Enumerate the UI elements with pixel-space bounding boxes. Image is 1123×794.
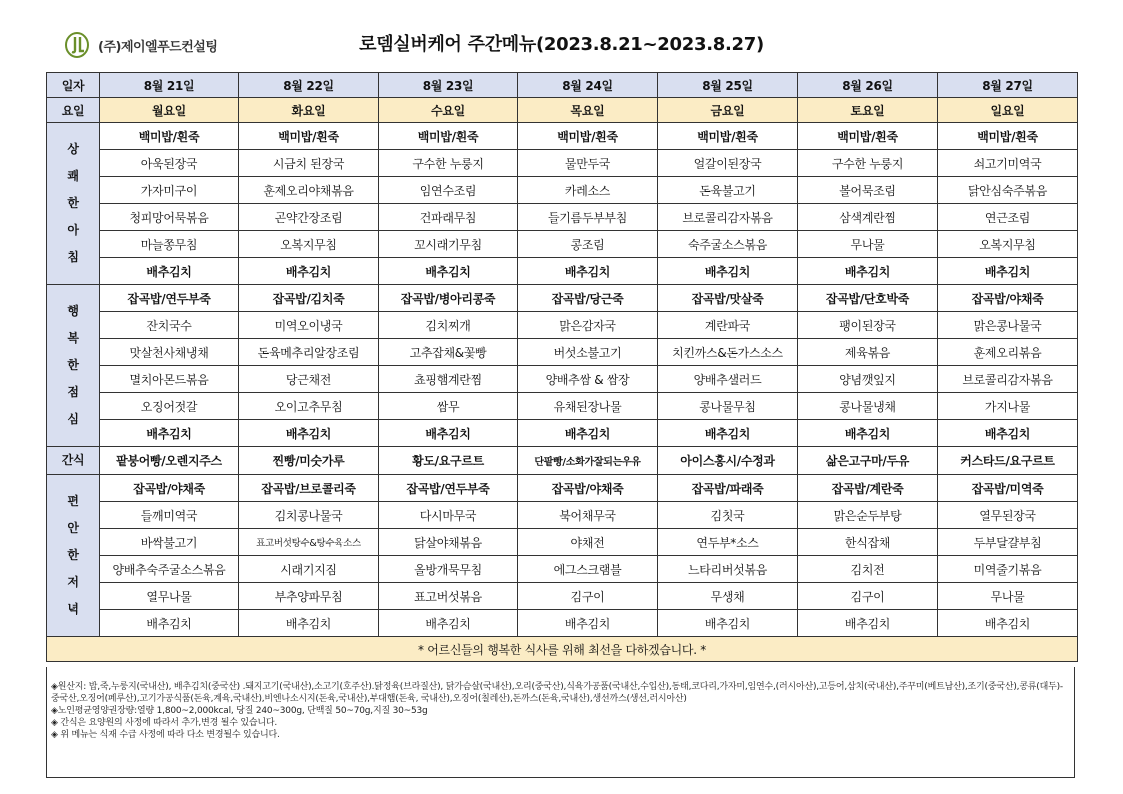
breakfast-menu-item: 꼬시래기무침 — [379, 231, 518, 258]
breakfast-menu-item: 배추김치 — [798, 258, 938, 285]
lunch-menu-item: 배추김치 — [938, 420, 1078, 447]
dinner-menu-item: 표고버섯볶음 — [379, 583, 518, 610]
dinner-menu-item: 잡곡밥/미역죽 — [938, 475, 1078, 502]
dinner-menu-item: 잡곡밥/파래죽 — [658, 475, 798, 502]
snack-item: 아이스홍시/수정과 — [658, 447, 798, 475]
dinner-menu-item: 다시마무국 — [379, 502, 518, 529]
weekly-menu-table — [46, 72, 1078, 662]
lunch-menu-item: 팽이된장국 — [798, 312, 938, 339]
lunch-menu-item: 잡곡밥/연두부죽 — [100, 285, 239, 312]
lunch-menu-item: 계란파국 — [658, 312, 798, 339]
date-cell: 8월 21일 — [100, 73, 239, 98]
breakfast-menu-item: 돈육불고기 — [658, 177, 798, 204]
breakfast-menu-item: 무나물 — [798, 231, 938, 258]
breakfast-menu-item: 닭안심숙주볶음 — [938, 177, 1078, 204]
dinner-menu-item: 올방개묵무침 — [379, 556, 518, 583]
dinner-menu-item: 맑은순두부탕 — [798, 502, 938, 529]
breakfast-menu-item: 배추김치 — [239, 258, 379, 285]
dinner-menu-item: 김구이 — [798, 583, 938, 610]
breakfast-menu-item: 구수한 누룽지 — [379, 150, 518, 177]
dinner-menu-item: 배추김치 — [518, 610, 658, 637]
lunch-menu-item: 잔치국수 — [100, 312, 239, 339]
lunch-menu-item: 오이고추무침 — [239, 393, 379, 420]
breakfast-menu-item: 훈제오리야채볶음 — [239, 177, 379, 204]
breakfast-menu-item: 브로콜리감자볶음 — [658, 204, 798, 231]
breakfast-menu-item: 백미밥/흰죽 — [379, 123, 518, 150]
lunch-menu-item: 배추김치 — [239, 420, 379, 447]
breakfast-menu-item: 배추김치 — [100, 258, 239, 285]
breakfast-menu-item: 가자미구이 — [100, 177, 239, 204]
dinner-menu-item: 김칫국 — [658, 502, 798, 529]
breakfast-menu-item: 곤약간장조림 — [239, 204, 379, 231]
breakfast-menu-item: 삼색계란찜 — [798, 204, 938, 231]
dinner-menu-item: 시래기지짐 — [239, 556, 379, 583]
lunch-menu-item: 잡곡밥/야채죽 — [938, 285, 1078, 312]
lunch-label-text: 행 복 한 점 심 — [67, 304, 79, 426]
date-cell: 8월 26일 — [798, 73, 938, 98]
dinner-menu-item: 배추김치 — [379, 610, 518, 637]
dinner-menu-item: 배추김치 — [798, 610, 938, 637]
dinner-menu-item: 김치전 — [798, 556, 938, 583]
lunch-menu-item: 양배추쌈 & 쌈장 — [518, 366, 658, 393]
footer-notes — [46, 667, 1075, 778]
date-cell: 8월 25일 — [658, 73, 798, 98]
dinner-menu-item: 김치콩나물국 — [239, 502, 379, 529]
snack-label: 간식 — [47, 447, 100, 475]
dinner-menu-item: 열무된장국 — [938, 502, 1078, 529]
lunch-menu-item: 오징어젓갈 — [100, 393, 239, 420]
breakfast-menu-item: 백미밥/흰죽 — [798, 123, 938, 150]
breakfast-menu-item: 건파래무침 — [379, 204, 518, 231]
breakfast-menu-item: 배추김치 — [658, 258, 798, 285]
breakfast-menu-item: 마늘쫑무침 — [100, 231, 239, 258]
footer-line: ◈원산지: 밥,죽,누룽지(국내산), 배추김치(중국산) .돼지고기(국내산),소고기(호주산).닭정육(브라질산), 닭가슴살(국내산),오리(중국산),식육가공품(국내산,수입산),동태,코다리,가자미,임연수,(러시아산),고등어,삼치(국내산),주꾸미(베트남산),조기(중국산),콩류(대두)-중국산,오징어(페루산),고기가공식품(돈육,계육,국내산),비엔나소시지(돈육,국내산),부대햄(돈육, 국내산),오징어(칠레산),돈까스(돈육,국내산),생선까스(생선,러시아산) — [51, 682, 1063, 704]
lunch-menu-item: 돈육메추리알장조림 — [239, 339, 379, 366]
lunch-menu-item: 맑은감자국 — [518, 312, 658, 339]
breakfast-menu-item: 오복지무침 — [239, 231, 379, 258]
dinner-menu-item: 두부달걀부침 — [938, 529, 1078, 556]
footer-line: ◈노인평균영양권장량:열량 1,800~2,000kcal, 당질 240~300g, 단백질 50~70g,지질 30~53g — [51, 706, 428, 716]
lunch-menu-item: 배추김치 — [379, 420, 518, 447]
footer-line: ◈ 위 메뉴는 식재 수급 사정에 따라 다소 변경될수 있습니다. — [51, 730, 280, 740]
dow-cell: 수요일 — [379, 98, 518, 123]
lunch-menu-item: 쵸핑햄계란찜 — [379, 366, 518, 393]
breakfast-menu-item: 백미밥/흰죽 — [100, 123, 239, 150]
breakfast-menu-item: 시금치 된장국 — [239, 150, 379, 177]
dinner-menu-item: 바싹불고기 — [100, 529, 239, 556]
dinner-menu-item: 들깨미역국 — [100, 502, 239, 529]
snack-item: 팥붕어빵/오렌지주스 — [100, 447, 239, 475]
date-cell: 8월 24일 — [518, 73, 658, 98]
date-cell: 8월 27일 — [938, 73, 1078, 98]
date-cell: 8월 23일 — [379, 73, 518, 98]
lunch-menu-item: 배추김치 — [798, 420, 938, 447]
dinner-menu-item: 배추김치 — [658, 610, 798, 637]
dow-cell: 금요일 — [658, 98, 798, 123]
lunch-menu-item: 고추잡채&꽃빵 — [379, 339, 518, 366]
breakfast-menu-item: 배추김치 — [379, 258, 518, 285]
dinner-menu-item: 잡곡밥/브로콜리죽 — [239, 475, 379, 502]
lunch-menu-item: 잡곡밥/단호박죽 — [798, 285, 938, 312]
breakfast-menu-item: 구수한 누룽지 — [798, 150, 938, 177]
dinner-menu-item: 표고버섯탕수&탕수육소스 — [239, 529, 379, 556]
dinner-menu-item: 양배추숙주굴소스볶음 — [100, 556, 239, 583]
breakfast-menu-item: 임연수조림 — [379, 177, 518, 204]
dow-cell: 목요일 — [518, 98, 658, 123]
company-name: (주)제이엘푸드컨설팅 — [98, 39, 218, 55]
lunch-menu-item: 양념깻잎지 — [798, 366, 938, 393]
closing-note: * 어르신들의 행복한 식사를 위해 최선을 다하겠습니다. * — [47, 637, 1078, 662]
lunch-menu-item: 당근채전 — [239, 366, 379, 393]
dinner-menu-item: 잡곡밥/계란죽 — [798, 475, 938, 502]
breakfast-menu-item: 들기름두부부침 — [518, 204, 658, 231]
dow-cell: 월요일 — [100, 98, 239, 123]
breakfast-menu-item: 물만두국 — [518, 150, 658, 177]
lunch-menu-item: 김치찌개 — [379, 312, 518, 339]
dinner-menu-item: 무생채 — [658, 583, 798, 610]
breakfast-menu-item: 배추김치 — [518, 258, 658, 285]
lunch-menu-item: 미역오이냉국 — [239, 312, 379, 339]
lunch-menu-item: 배추김치 — [658, 420, 798, 447]
dinner-menu-item: 북어채무국 — [518, 502, 658, 529]
lunch-menu-item: 쌈무 — [379, 393, 518, 420]
dinner-menu-item: 에그스크램블 — [518, 556, 658, 583]
breakfast-menu-item: 배추김치 — [938, 258, 1078, 285]
lunch-menu-item: 양배추샐러드 — [658, 366, 798, 393]
breakfast-menu-item: 청피망어묵볶음 — [100, 204, 239, 231]
lunch-menu-item: 맑은콩나물국 — [938, 312, 1078, 339]
dinner-menu-item: 무나물 — [938, 583, 1078, 610]
dinner-menu-item: 잡곡밥/야채죽 — [100, 475, 239, 502]
date-cell: 8월 22일 — [239, 73, 379, 98]
dinner-menu-item: 미역줄기볶음 — [938, 556, 1078, 583]
dinner-menu-item: 잡곡밥/야채죽 — [518, 475, 658, 502]
footer-line: ◈ 간식은 요양원의 사정에 따라서 추가,변경 될수 있습니다. — [51, 718, 278, 728]
lunch-menu-item: 브로콜리감자볶음 — [938, 366, 1078, 393]
lunch-menu-item: 배추김치 — [100, 420, 239, 447]
breakfast-label-text: 상 쾌 한 아 침 — [67, 142, 79, 264]
dinner-menu-item: 배추김치 — [100, 610, 239, 637]
dinner-menu-item: 한식잡채 — [798, 529, 938, 556]
page-title: 로뎀실버케어 주간메뉴(2023.8.21~2023.8.27) — [359, 34, 764, 55]
snack-item: 커스타드/요구르트 — [938, 447, 1078, 475]
lunch-menu-item: 맛살천사채냉채 — [100, 339, 239, 366]
breakfast-menu-item: 숙주굴소스볶음 — [658, 231, 798, 258]
breakfast-menu-item: 백미밥/흰죽 — [938, 123, 1078, 150]
dow-header-label: 요일 — [47, 98, 100, 123]
dow-cell: 화요일 — [239, 98, 379, 123]
dinner-label-text: 편 안 한 저 녁 — [67, 494, 79, 616]
lunch-menu-item: 제육볶음 — [798, 339, 938, 366]
snack-item: 황도/요구르트 — [379, 447, 518, 475]
dinner-label — [47, 475, 100, 637]
lunch-menu-item: 잡곡밥/당근죽 — [518, 285, 658, 312]
breakfast-menu-item: 백미밥/흰죽 — [239, 123, 379, 150]
breakfast-menu-item: 콩조림 — [518, 231, 658, 258]
breakfast-menu-item: 백미밥/흰죽 — [518, 123, 658, 150]
breakfast-menu-item: 얼갈이된장국 — [658, 150, 798, 177]
dinner-menu-item: 연두부*소스 — [658, 529, 798, 556]
lunch-menu-item: 콩나물냉채 — [798, 393, 938, 420]
lunch-menu-item: 콩나물무침 — [658, 393, 798, 420]
lunch-menu-item: 유채된장나물 — [518, 393, 658, 420]
lunch-label — [47, 285, 100, 447]
breakfast-menu-item: 카레소스 — [518, 177, 658, 204]
dinner-menu-item: 배추김치 — [239, 610, 379, 637]
breakfast-menu-item: 쇠고기미역국 — [938, 150, 1078, 177]
dow-cell: 일요일 — [938, 98, 1078, 123]
breakfast-menu-item: 볼어묵조림 — [798, 177, 938, 204]
dinner-menu-item: 김구이 — [518, 583, 658, 610]
snack-item: 단팥빵/소화가잘되는우유 — [518, 447, 658, 475]
lunch-menu-item: 잡곡밥/김치죽 — [239, 285, 379, 312]
snack-item: 찐빵/미숫가루 — [239, 447, 379, 475]
dinner-menu-item: 열무나물 — [100, 583, 239, 610]
breakfast-label — [47, 123, 100, 285]
lunch-menu-item: 훈제오리볶음 — [938, 339, 1078, 366]
lunch-menu-item: 버섯소불고기 — [518, 339, 658, 366]
breakfast-menu-item: 아욱된장국 — [100, 150, 239, 177]
snack-item: 삶은고구마/두유 — [798, 447, 938, 475]
dinner-menu-item: 배추김치 — [938, 610, 1078, 637]
dinner-menu-item: 잡곡밥/연두부죽 — [379, 475, 518, 502]
breakfast-menu-item: 백미밥/흰죽 — [658, 123, 798, 150]
date-header-label: 일자 — [47, 73, 100, 98]
dinner-menu-item: 닭살야채볶음 — [379, 529, 518, 556]
lunch-menu-item: 치킨까스&돈가스소스 — [658, 339, 798, 366]
dinner-menu-item: 느타리버섯볶음 — [658, 556, 798, 583]
lunch-menu-item: 잡곡밥/맛살죽 — [658, 285, 798, 312]
lunch-menu-item: 가지나물 — [938, 393, 1078, 420]
lunch-menu-item: 잡곡밥/병아리콩죽 — [379, 285, 518, 312]
breakfast-menu-item: 오복지무침 — [938, 231, 1078, 258]
dinner-menu-item: 야채전 — [518, 529, 658, 556]
lunch-menu-item: 배추김치 — [518, 420, 658, 447]
dow-cell: 토요일 — [798, 98, 938, 123]
dinner-menu-item: 부추양파무침 — [239, 583, 379, 610]
breakfast-menu-item: 연근조림 — [938, 204, 1078, 231]
lunch-menu-item: 멸치아몬드볶음 — [100, 366, 239, 393]
